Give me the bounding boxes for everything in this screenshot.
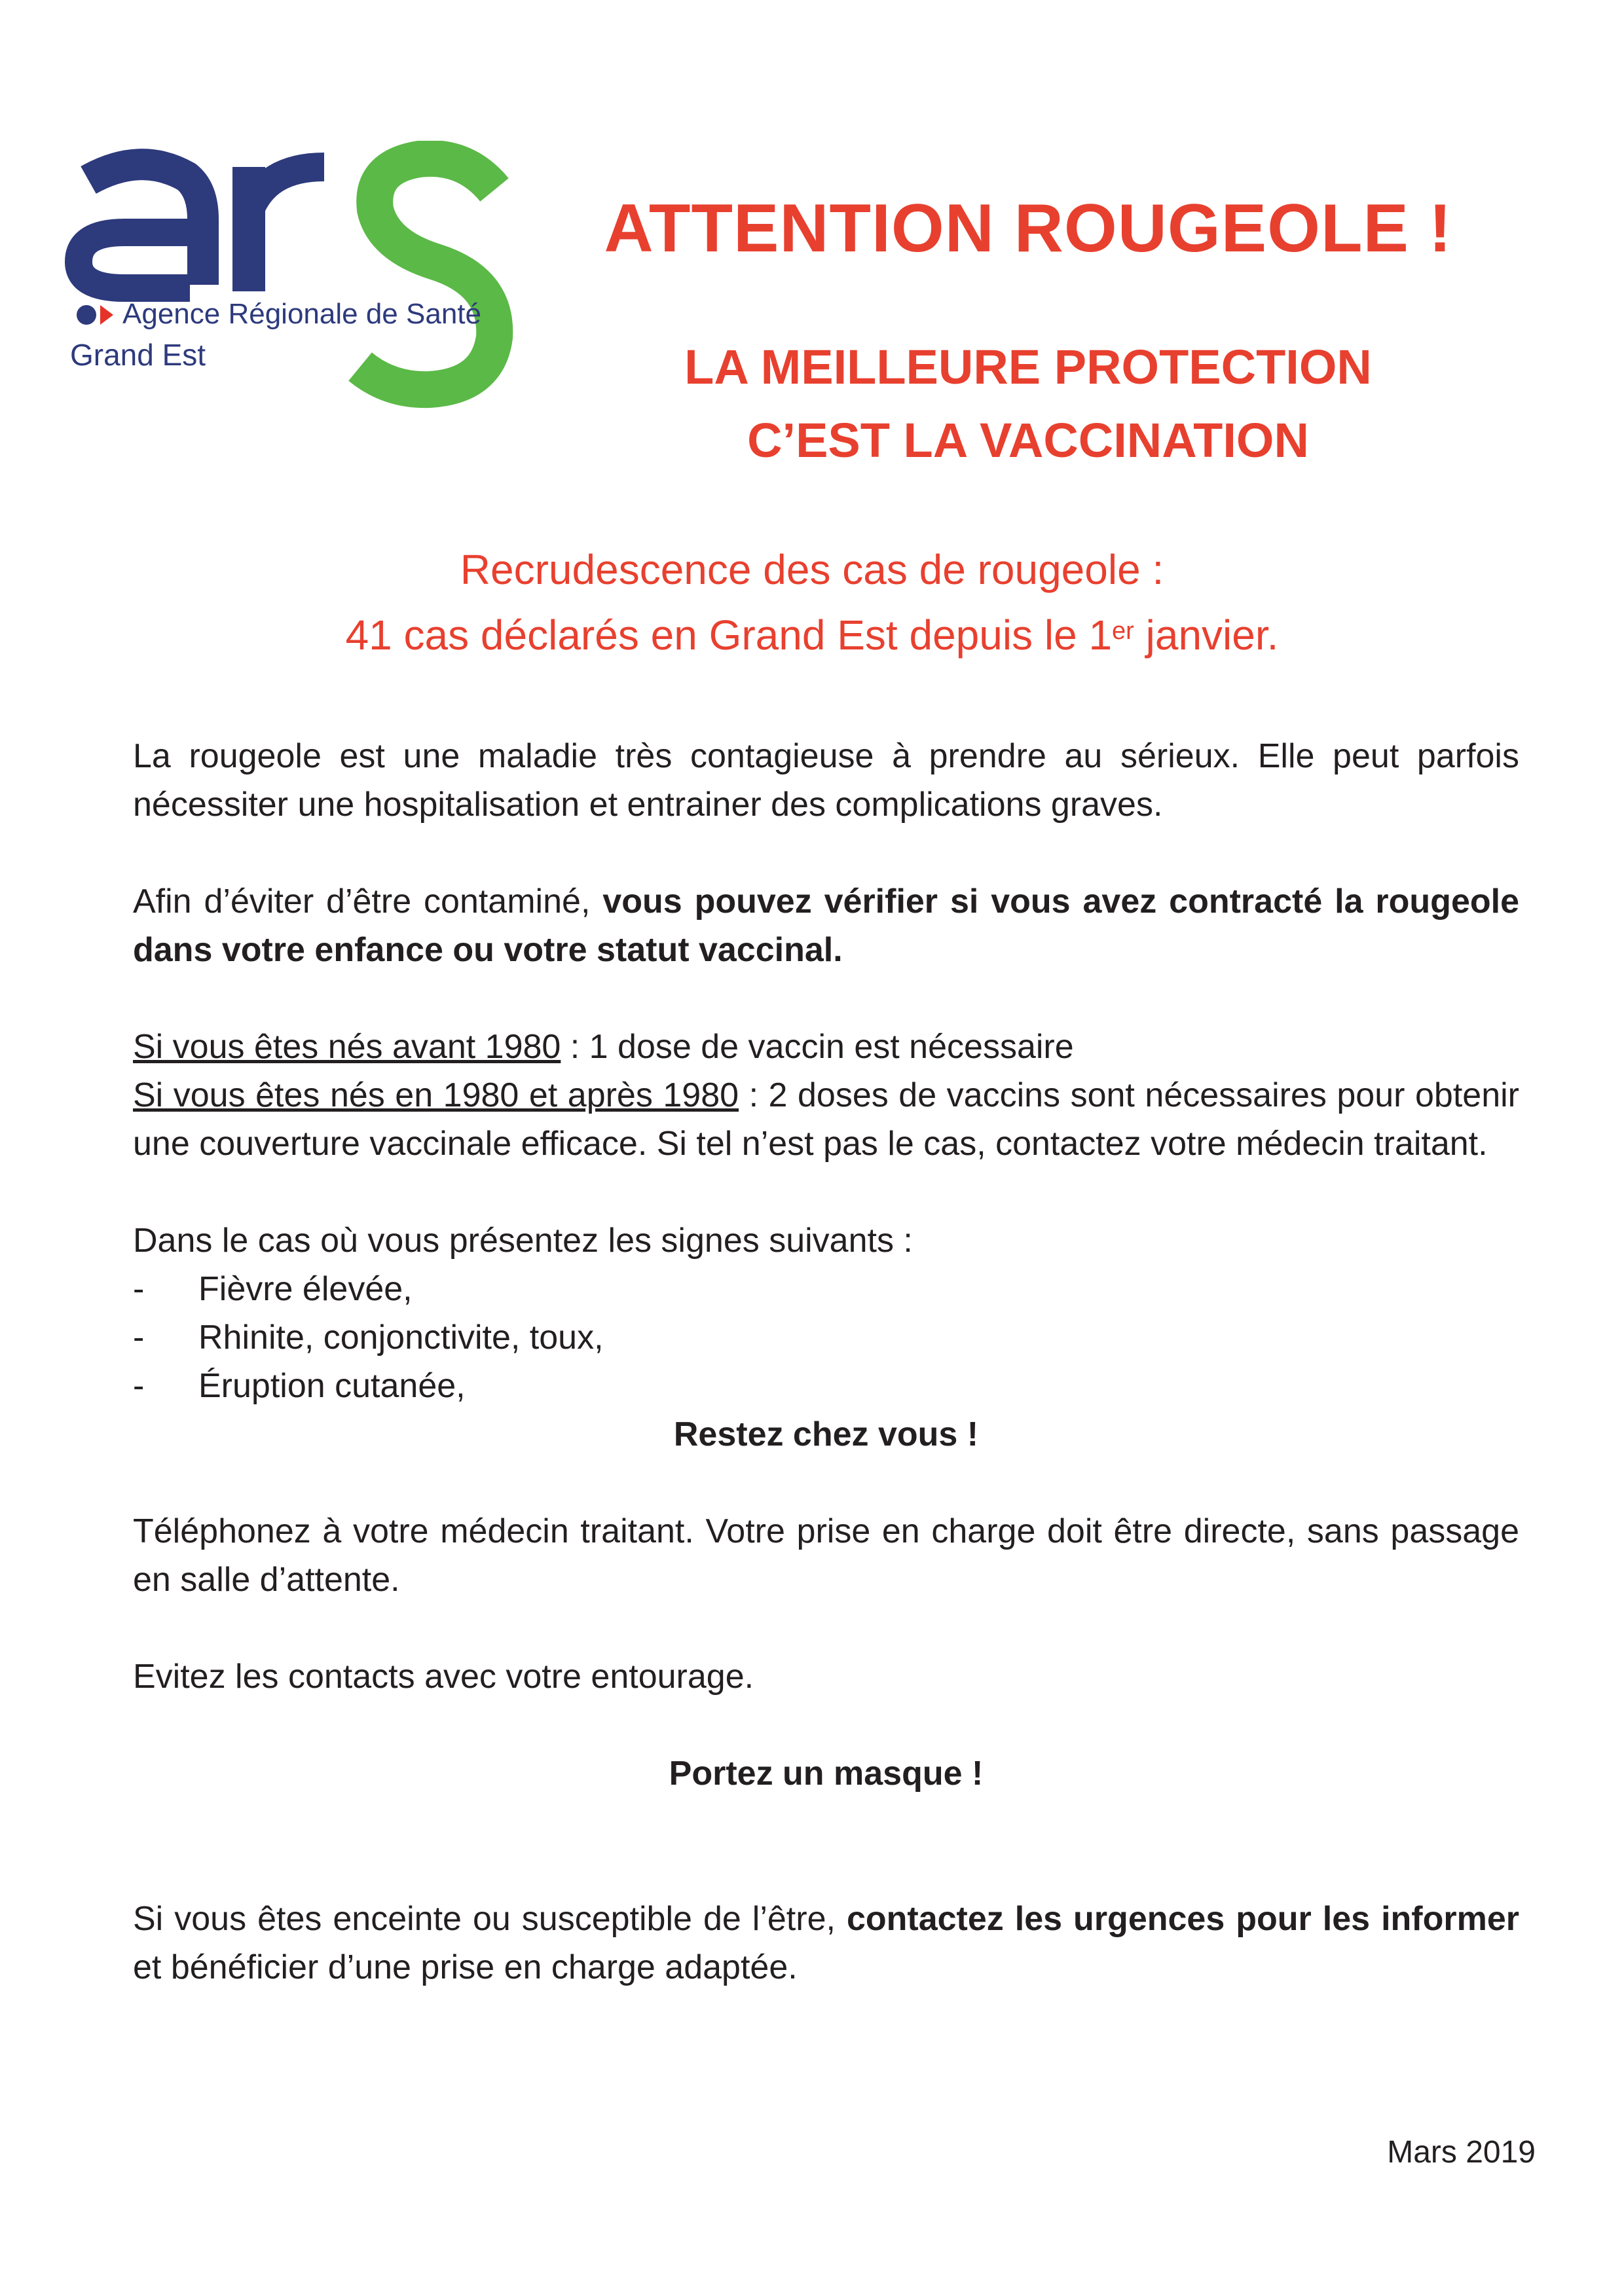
subtitle-line-2: C’EST LA VACCINATION	[747, 413, 1309, 467]
headline-line-1: Recrudescence des cas de rougeole :	[460, 546, 1164, 593]
subtitle-line-1: LA MEILLEURE PROTECTION	[684, 340, 1372, 394]
list-item: - Éruption cutanée,	[133, 1362, 1519, 1410]
dot-icon	[77, 305, 96, 325]
after-1980-underlined: Si vous êtes nés en 1980 et après 1980	[133, 1076, 739, 1114]
signs-intro: Dans le cas où vous présentez les signes suivants :	[133, 1222, 913, 1260]
paragraph-disease: La rougeole est une maladie très contagieuse à prendre au sérieux. Elle peut parfois nécessiter une hospitalisation et entrainer des complications graves.	[133, 737, 1519, 824]
paragraph-after-1980	[133, 1071, 1519, 1168]
logo-region-name: Grand Est	[70, 338, 206, 372]
pregnancy-text: Si vous êtes enceinte ou susceptible de l’être,	[133, 1900, 847, 1938]
after-1980-text: : 2 doses de vaccins sont nécessaires pour obtenir une couverture vaccinale efficace. Si tel n’est pas le cas, contactez votre médecin traitant.	[133, 1076, 1519, 1163]
paragraph-call-doctor: Téléphonez à votre médecin traitant. Votre prise en charge doit être directe, sans passage en salle d’attente.	[133, 1512, 1519, 1599]
list-item: - Fièvre élevée,	[133, 1265, 1519, 1313]
prevention-bold-text: vous pouvez vérifier si vous avez contracté la rougeole dans votre enfance ou votre statut vaccinal.	[133, 883, 1519, 969]
paragraph-pregnancy	[133, 1895, 1519, 1992]
list-item: - Rhinite, conjonctivite, toux,	[133, 1313, 1519, 1362]
prevention-text: Afin d’éviter d’être contaminé,	[133, 883, 603, 920]
ars-logo-mark	[62, 141, 534, 422]
document-date: Mars 2019	[1387, 2135, 1536, 2170]
paragraph-avoid-contacts: Evitez les contacts avec votre entourage.	[133, 1658, 754, 1696]
before-1980-text: : 1 dose de vaccin est nécessaire	[561, 1028, 1074, 1066]
headline-superscript: er	[1112, 617, 1134, 645]
headline	[164, 537, 1460, 668]
logo-agency-name	[77, 298, 481, 331]
paragraph-prevention	[133, 877, 1519, 974]
headline-line-2	[164, 602, 1460, 668]
signs-list	[133, 1265, 1519, 1410]
document-body	[133, 732, 1519, 1992]
pregnancy-text-end: et bénéficier d’une prise en charge adaptée.	[133, 1948, 798, 1986]
paragraph-before-1980	[133, 1023, 1519, 1071]
chevron-right-icon	[100, 305, 113, 325]
logo-agency-label: Agence Régionale de Santé	[122, 298, 481, 330]
headline-line-2-end: janvier.	[1134, 611, 1279, 659]
page-title: ATTENTION ROUGEOLE !	[604, 191, 1452, 266]
before-1980-underlined: Si vous êtes nés avant 1980	[133, 1028, 561, 1066]
stay-home-notice: Restez chez vous !	[673, 1415, 979, 1453]
pregnancy-bold-text: contactez les urgences pour les informer	[846, 1900, 1519, 1938]
ars-logo	[62, 141, 534, 422]
mask-notice: Portez un masque !	[669, 1755, 984, 1793]
headline-line-2-text: 41 cas déclarés en Grand Est depuis le 1	[345, 611, 1113, 659]
page-subtitle	[589, 331, 1467, 477]
